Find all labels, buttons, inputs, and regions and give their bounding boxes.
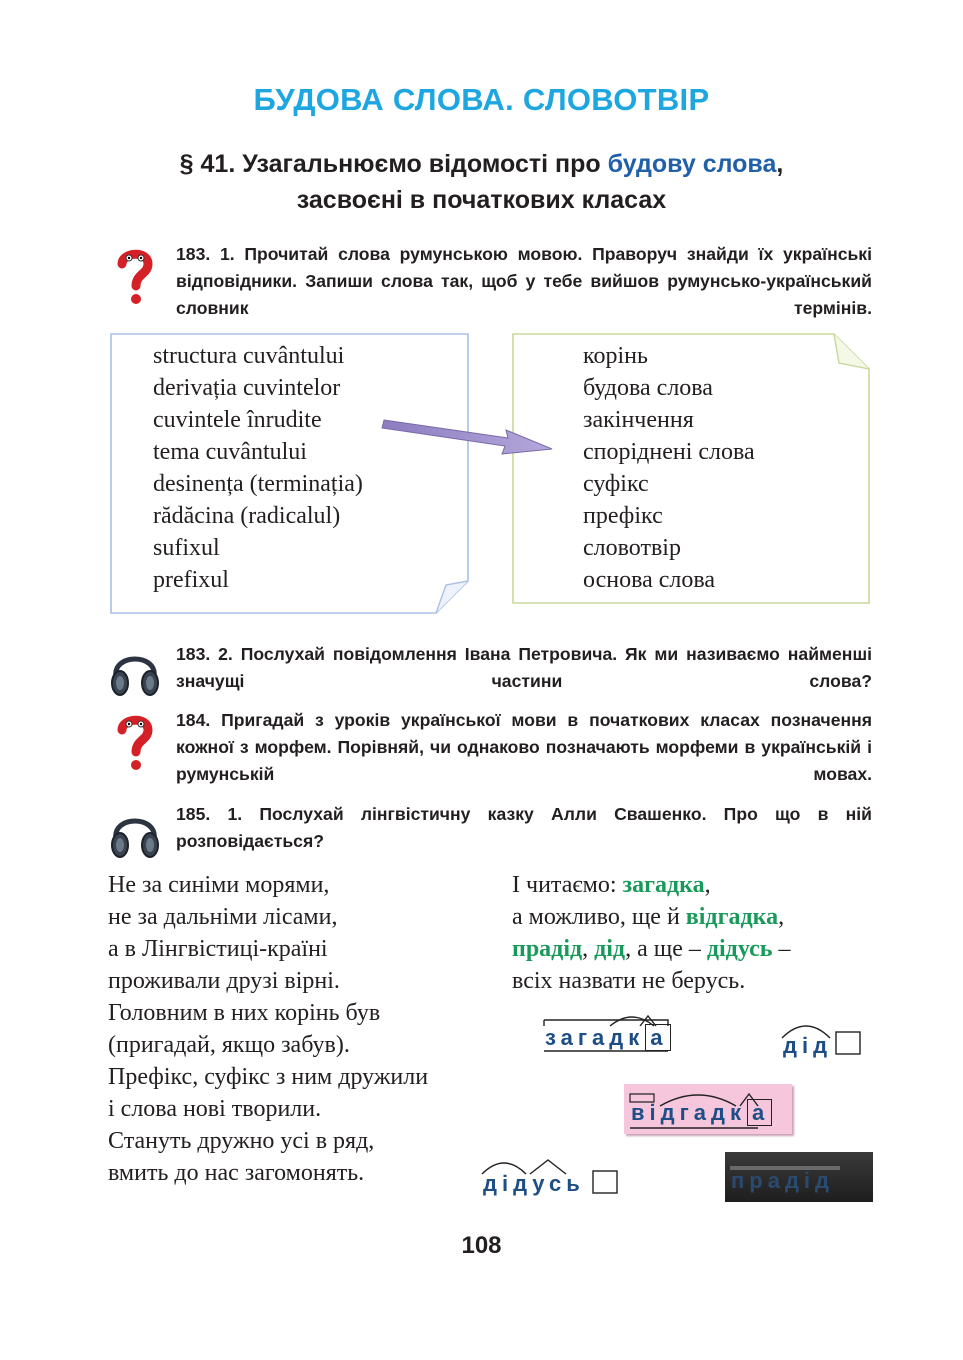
romanian-term: sufixul	[153, 535, 220, 561]
lesson-title-highlight: будову слова	[607, 150, 777, 178]
poem-right-line-2: а можливо, ще й відгадка,	[512, 904, 785, 930]
poem-right-line-1: І читаємо: загадка,	[512, 872, 711, 898]
task-185-1: 185. 1. Послухай лінгвістичну казку Алли Свашенко. Про що в ній розповідається?	[176, 804, 872, 851]
task-184: 184. Пригадай з уроків української мови в початкових класах позначення кожної з морфем. Порівняй, чи однаково позначають морфеми в українській і румунській мовах.	[176, 710, 872, 784]
ukrainian-term: споріднені слова	[583, 439, 755, 465]
poem-right-line-4: всіх назвати не берусь.	[512, 968, 746, 994]
poem-line: Стануть дружно усі в ряд,	[108, 1128, 375, 1154]
ukrainian-term: суфікс	[583, 471, 649, 497]
poem-line: не за дальніми лісами,	[108, 904, 338, 930]
morpheme-marks	[778, 1016, 868, 1060]
headphones-icon	[108, 805, 162, 861]
morpheme-pradid	[731, 1168, 834, 1194]
poem-line: і слова нові творили.	[108, 1096, 322, 1122]
morpheme-didus	[483, 1171, 585, 1197]
ukrainian-term: закінчення	[583, 407, 694, 433]
romanian-term: structura cuvântului	[153, 343, 345, 369]
ukrainian-term: основа слова	[583, 567, 716, 593]
morpheme-word: прадід	[731, 1168, 835, 1193]
morpheme-word: дідусь	[483, 1171, 585, 1196]
poem-line: (пригадай, якщо забув).	[108, 1032, 350, 1058]
poem-line: Префікс, суфікс з ним дружили	[108, 1064, 429, 1090]
romanian-term: tema cuvântului	[153, 439, 307, 465]
poem-line: Головним в них корінь був	[108, 1000, 381, 1026]
poem-line: проживали друзі вірні.	[108, 968, 340, 994]
morpheme-root: загадк	[545, 1025, 645, 1050]
headphones-icon	[108, 643, 162, 699]
morpheme-root: відгадк	[631, 1100, 746, 1125]
poem-line: Не за синіми морями,	[108, 872, 330, 898]
ukrainian-term: словотвір	[583, 535, 681, 561]
section-title: БУДОВА СЛОВА. СЛОВОТВІР	[253, 82, 710, 117]
ukrainian-term: префікс	[583, 503, 663, 529]
ukrainian-term: корінь	[583, 343, 648, 369]
question-mark-icon	[110, 246, 160, 306]
task-183-1: 183. 1. Прочитай слова румунською мовою. Праворуч знайди їх українські відповідники. Запиши слова так, щоб у тебе вийшов румунсько-український словник термінів.	[176, 244, 872, 318]
lesson-title-comma: ,	[776, 150, 784, 178]
poem-line: а в Лінгвістиці-країні	[108, 936, 328, 962]
poem-line: вмить до нас загомонять.	[108, 1160, 365, 1186]
morpheme-marks	[540, 1010, 685, 1056]
lesson-title-prefix: § 41. Узагальнюємо відомості про	[179, 150, 608, 178]
question-mark-icon	[110, 712, 160, 772]
romanian-term: derivația cuvintelor	[153, 375, 341, 401]
morpheme-ending: а	[645, 1024, 670, 1051]
ukrainian-term: будова слова	[583, 375, 713, 401]
romanian-term: rădăcina (radicalul)	[153, 503, 341, 529]
lesson-title	[60, 146, 903, 218]
arrow-icon	[380, 412, 560, 458]
romanian-term: desinența (terminația)	[153, 471, 363, 497]
poem-right-line-3: прадід, дід, а ще – дідусь –	[512, 936, 791, 962]
page-number: 108	[461, 1232, 502, 1259]
morpheme-root: дід	[783, 1033, 833, 1058]
romanian-term: cuvintele înrudite	[153, 407, 322, 433]
lesson-title-line2: засвоєні в початкових класах	[296, 186, 667, 214]
romanian-term: prefixul	[153, 567, 229, 593]
morpheme-ending: а	[747, 1099, 772, 1126]
morpheme-vidgadka	[631, 1100, 772, 1126]
task-183-2: 183. 2. Послухай повідомлення Івана Петровича. Як ми називаємо найменші значущі частини слова?	[176, 644, 872, 691]
